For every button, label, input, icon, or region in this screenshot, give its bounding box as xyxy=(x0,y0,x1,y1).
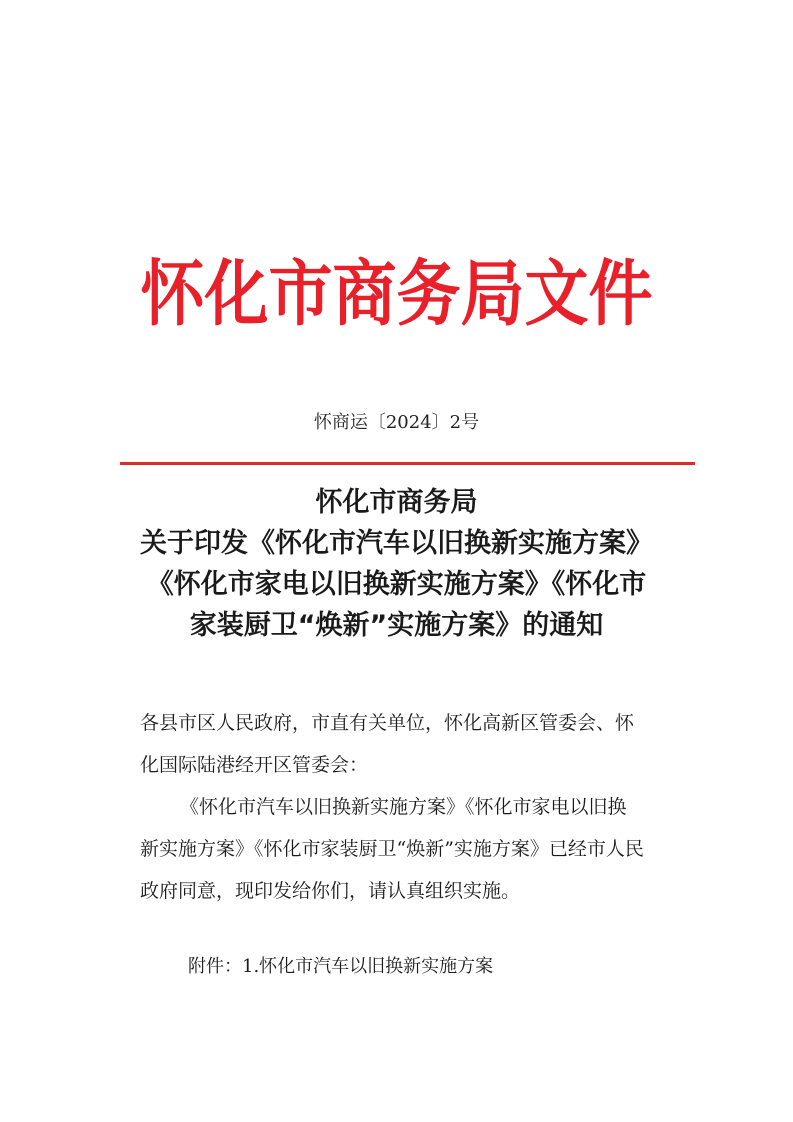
masthead-title: 怀化市商务局文件 xyxy=(140,253,653,337)
attachment-item: 1.怀化市汽车以旧换新实施方案 xyxy=(242,956,494,977)
title-line: 怀化市商务局 xyxy=(315,487,478,518)
notice-body xyxy=(140,702,685,912)
attachment-line xyxy=(188,952,493,982)
title-line: 关于印发《怀化市汽车以旧换新实施方案》 xyxy=(140,528,653,559)
notice-title xyxy=(80,482,713,646)
title-line: 家装厨卫“焕新”实施方案》的通知 xyxy=(189,610,604,641)
document-number: 怀商运〔2024〕2号 xyxy=(313,412,480,433)
recipients-line: 各县市区人民政府，市直有关单位，怀化高新区管委会、怀 xyxy=(140,712,635,734)
paragraph-line: 《怀化市汽车以旧换新实施方案》《怀化市家电以旧换 xyxy=(180,796,627,818)
title-line: 《怀化市家电以旧换新实施方案》《怀化市 xyxy=(146,569,647,600)
paragraph-line: 政府同意，现印发给你们，请认真组织实施。 xyxy=(140,880,521,902)
attachment-label: 附件： xyxy=(188,956,242,977)
paragraph-line: 新实施方案》《怀化市家装厨卫“焕新”实施方案》已经市人民 xyxy=(140,838,644,860)
recipients-line: 化国际陆港经开区管委会： xyxy=(140,754,369,776)
red-divider-line xyxy=(120,462,695,465)
